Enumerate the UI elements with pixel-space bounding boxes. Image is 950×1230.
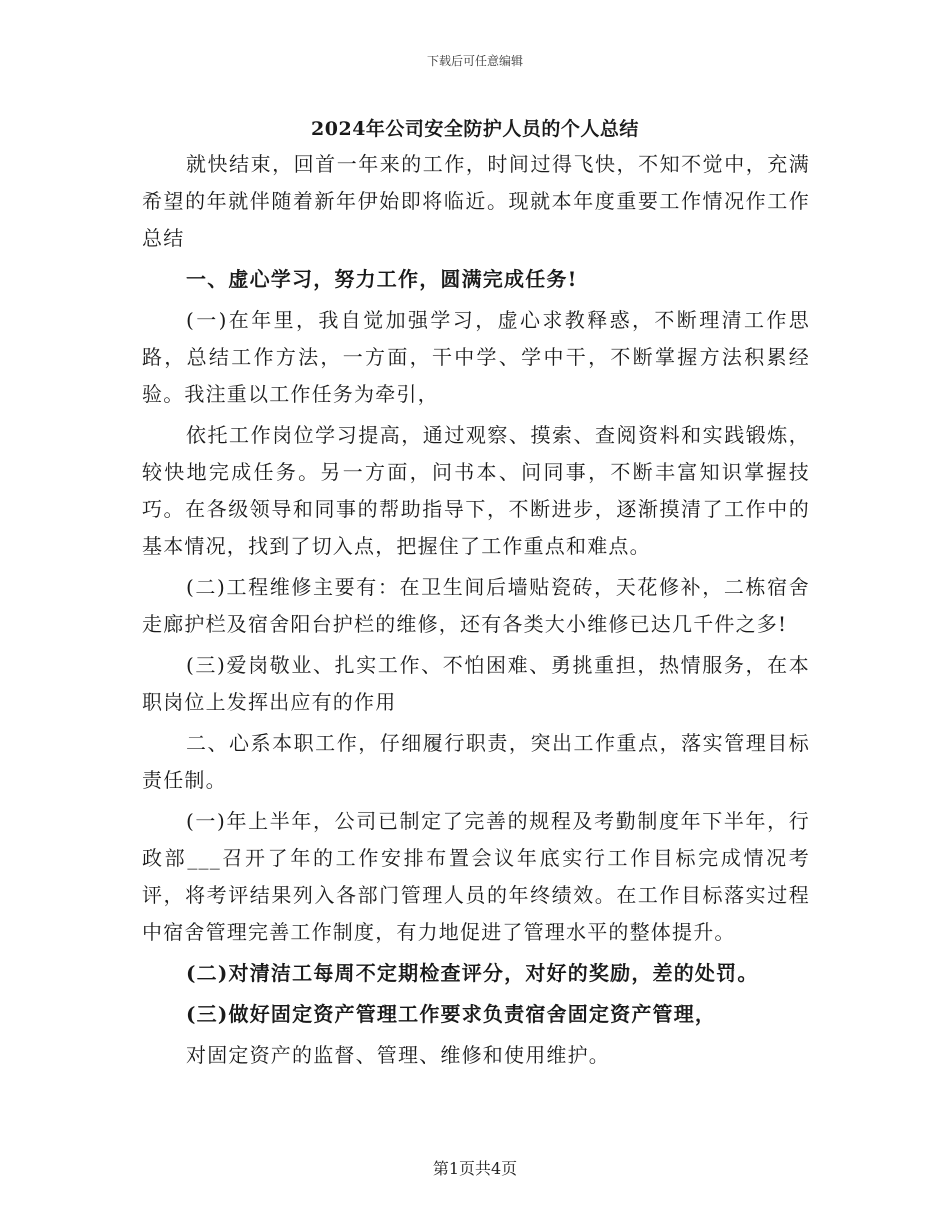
page-footer: 第1页共4页 [432, 1159, 518, 1178]
paragraph-1-3: (三)爱岗敬业、扎实工作、不怕困难、勇挑重担，热情服务，在本职岗位上发挥出应有的作用 [142, 653, 810, 714]
document-body [142, 146, 810, 1074]
paragraph-1-2: (二)工程维修主要有：在卫生间后墙贴瓷砖，天花修补，二栋宿舍走廊护栏及宿舍阳台护栏的维修，还有各类大小维修已达几千件之多! [142, 575, 810, 636]
section-heading-2: 二、心系本职工作，仔细履行职责，突出工作重点，落实管理目标责任制。 [142, 731, 810, 792]
paragraph-1-1-cont: 依托工作岗位学习提高，通过观察、摸索、查阅资料和实践锻炼，较快地完成任务。另一方面，问书本、问同事，不断丰富知识掌握技巧。在各级领导和同事的帮助指导下，不断进步，逐渐摸清了工作中的基本情况，找到了切入点，把握住了工作重点和难点。 [142, 423, 810, 558]
document-title: 2024年公司安全防护人员的个人总结 [311, 118, 639, 140]
paragraph-2-3-cont: 对固定资产的监督、管理、维修和使用维护。 [186, 1043, 610, 1067]
paragraph-2-2: (二)对清洁工每周不定期检查评分，对好的奖励，差的处罚。 [186, 961, 759, 985]
section-heading-1: 一、虚心学习，努力工作，圆满完成任务! [186, 267, 578, 291]
paragraph-2-1: (一)年上半年，公司已制定了完善的规程及考勤制度年下半年，行政部___召开了年的工作安排布置会议年底实行工作目标完成情况考评，将考评结果列入各部门管理人员的年终绩效。在工作目标落实过程中宿舍管理完善工作制度，有力地促进了管理水平的整体提升。 [142, 809, 810, 944]
paragraph-2-3: (三)做好固定资产管理工作要求负责宿舍固定资产管理， [186, 1002, 717, 1026]
paragraph-intro: 就快结束，回首一年来的工作，时间过得飞快，不知不觉中，充满希望的年就伴随着新年伊始即将临近。现就本年度重要工作情况作工作总结 [142, 152, 810, 250]
paragraph-1-1: (一)在年里，我自觉加强学习，虚心求教释惑，不断理清工作思路，总结工作方法，一方面，干中学、学中干，不断掌握方法积累经验。我注重以工作任务为牵引， [142, 308, 810, 406]
header-note: 下载后可任意编辑 [426, 54, 523, 68]
